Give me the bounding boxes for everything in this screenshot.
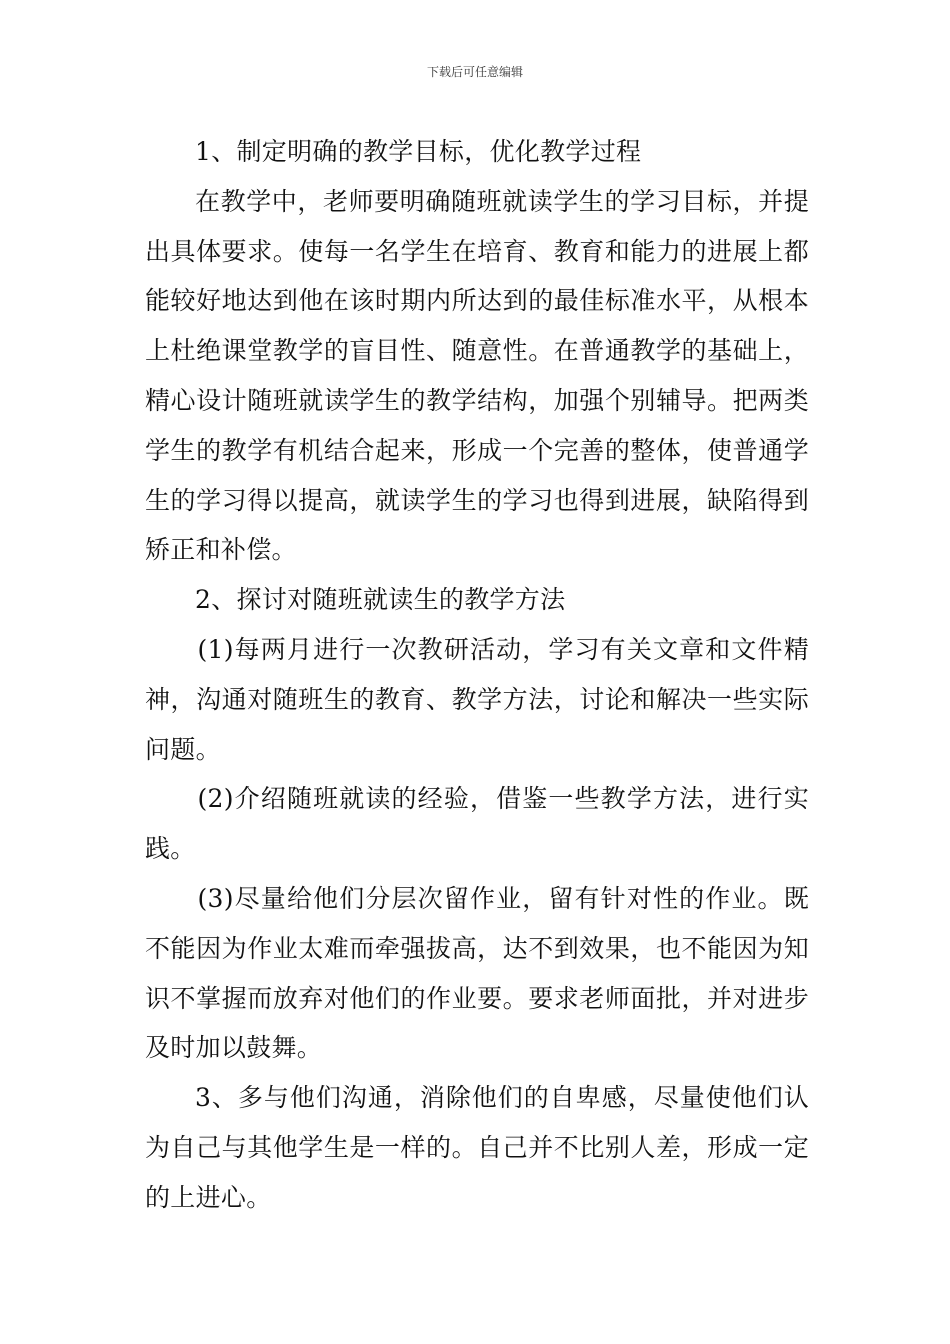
list-item-3: (3)尽量给他们分层次留作业，留有针对性的作业。既不能因为作业太难而牵强拔高，达不到效果，也不能因为知识不掌握而放弃对他们的作业要。要求老师面批，并对进步及时加以鼓舞。 bbox=[145, 883, 809, 1063]
list-item-1: (1)每两月进行一次教研活动，学习有关文章和文件精神，沟通对随班生的教育、教学方法，讨论和解决一些实际问题。 bbox=[145, 634, 809, 764]
section-heading-2: 2、探讨对随班就读生的教学方法 bbox=[195, 585, 566, 615]
page-header: 下载后可任意编辑 bbox=[426, 65, 523, 79]
section-heading-1: 1、制定明确的教学目标，优化教学过程 bbox=[195, 137, 642, 166]
section-paragraph-3: 3、多与他们沟通，消除他们的自卑感，尽量使他们认为自己与其他学生是一样的。自己并不比别人差，形成一定的上进心。 bbox=[145, 1083, 809, 1212]
list-item-2: (2)介绍随班就读的经验，借鉴一些教学方法，进行实践。 bbox=[145, 784, 809, 864]
document-body bbox=[145, 127, 809, 1223]
paragraph: 在教学中，老师要明确随班就读学生的学习目标，并提出具体要求。使每一名学生在培育、教育和能力的进展上都能较好地达到他在该时期内所达到的最佳标准水平，从根本上杜绝课堂教学的盲目性、随意性。在普通教学的基础上，精心设计随班就读学生的教学结构，加强个别辅导。把两类学生的教学有机结合起来，形成一个完善的整体，使普通学生的学习得以提高，就读学生的学习也得到进展，缺陷得到矫正和补偿。 bbox=[145, 186, 809, 565]
